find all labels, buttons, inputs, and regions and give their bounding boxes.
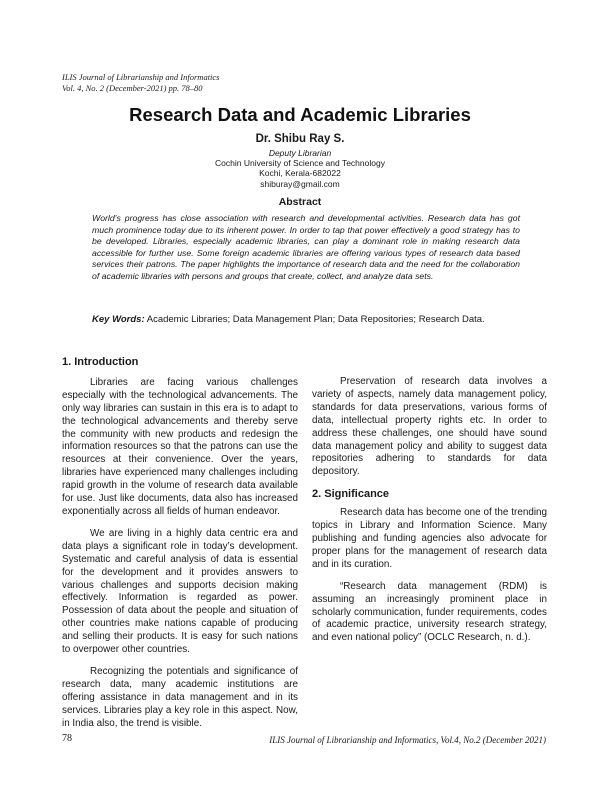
section-heading-introduction: 1. Introduction (62, 356, 139, 368)
intro-paragraph-3: Recognizing the potentials and significance of research data, many academic institutions are offering assistance in data management and in its services. Libraries play a key role in this aspect. Now, in India also, the trend is visible. (62, 665, 298, 729)
page-number: 78 (62, 733, 72, 744)
keywords (92, 313, 520, 326)
paper-title: Research Data and Academic Libraries (129, 104, 471, 125)
intro-paragraph-1: Libraries are facing various challenges especially with the technological advancements. The only way libraries can sustain in this era is to adapt to the technological advancements and thereby serve the community with new products and redesign the information resources so that the patrons can use the resources at their convenience. Over the years, libraries have experienced many challenges including rapid growth in the volume of research data available for use. Just like documents, data also has increased exponentially across all fields of human endeavor. (62, 376, 298, 517)
keywords-text: Academic Libraries; Data Management Plan; Data Repositories; Research Data. (146, 314, 485, 325)
author-email: shiburay@gmail.com (260, 178, 340, 189)
author-affiliation (0, 148, 600, 189)
author-position: Deputy Librarian (268, 148, 332, 158)
author-name: Dr. Shibu Ray S. (255, 133, 345, 145)
section-heading-significance: 2. Significance (312, 488, 390, 501)
intro-paragraph-4: Preservation of research data involves a variety of aspects, namely data management policy, standards for data preservations, various forms of data, intellectual property rights etc. In order to address these challenges, one should have sound data management policy and ability to suggest data repositories adhering to standards for data depository. (312, 376, 547, 478)
journal-header (62, 72, 220, 94)
intro-paragraph-2: We are living in a highly data centric era and data plays a significant role in today’s development. Systematic and careful analysis of data is essential for the development and it provides answers to various challenges and supports decision making effectively. Information is regarded as power. Possession of data about the people and situation of other countries make nations capable of producing and selling their products. It is easy for such nations to overpower other countries. (62, 527, 298, 656)
significance-paragraph-2: “Research data management (RDM) is assuming an increasingly prominent place in scholarly communication, funder requirements, codes of academic practice, university research strategy, and even national policy” (OCLC Research, n. d.). (312, 580, 547, 644)
abstract-text: World’s progress has close association with research and developmental activities. Research data has got much prominence today due to its inherent power. In order to tap that power effectively a good strategy has to be developed. Libraries, especially academic libraries, can play a dominant role in making research data accessible for further use. Some foreign academic libraries are offering various types of research data based services their patrons. The paper highlights the importance of research data and the need for the collaboration of academic libraries with persons and groups that create, collect, and analyze data sets. (92, 213, 520, 281)
column-left (62, 356, 298, 739)
keywords-label: Key Words: (92, 314, 145, 325)
abstract-heading: Abstract (278, 196, 322, 208)
author-location: Kochi, Kerala-682022 (259, 168, 341, 179)
significance-paragraph-1: Research data has become one of the trending topics in Library and Information Science. Many publishing and funding agencies also advocate for proper plans for the management of research data and in its curation. (312, 507, 547, 570)
journal-issue: Vol. 4, No. 2 (December-2021) pp. 78–80 (62, 83, 203, 93)
journal-name: ILIS Journal of Librarianship and Informatics (62, 72, 220, 82)
footer-citation: ILIS Journal of Librarianship and Informatics, Vol.4, No.2 (December 2021) (269, 735, 546, 745)
author-institution: Cochin University of Science and Technology (215, 158, 385, 169)
column-right (312, 376, 547, 654)
